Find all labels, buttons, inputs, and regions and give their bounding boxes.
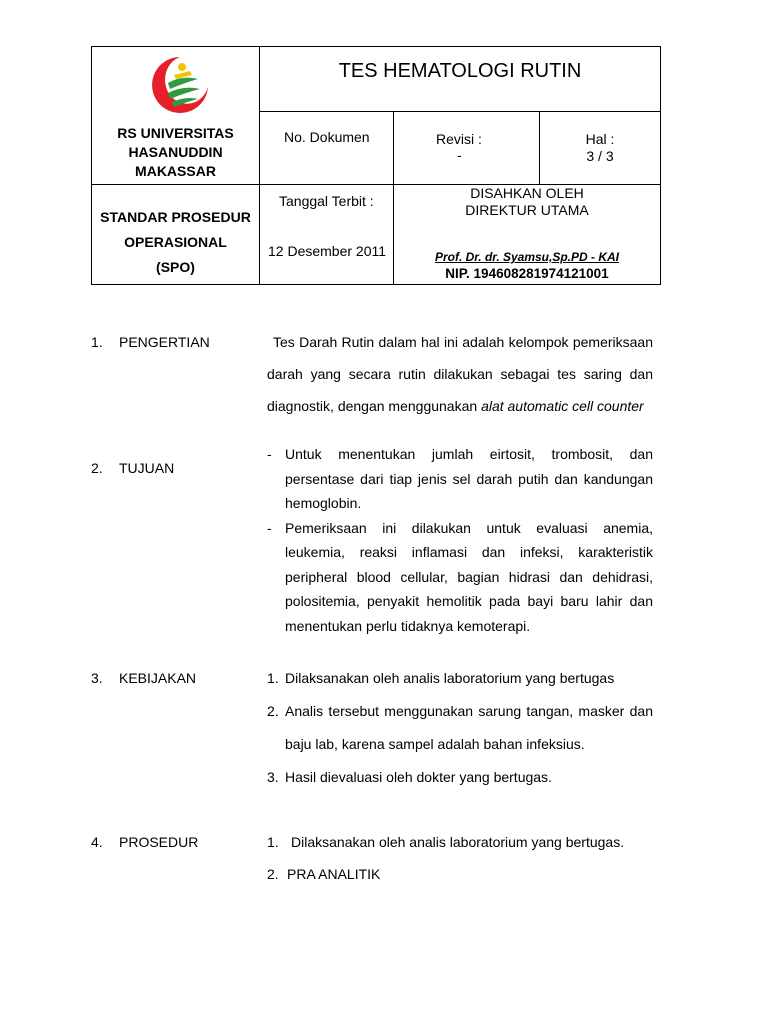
list-item-text: Analis tersebut menggunakan sarung tangan, masker dan baju lab, karena sampel adalah bahan infeksius.	[285, 703, 653, 752]
document-type-line: OPERASIONAL	[124, 234, 227, 250]
section-number: 4.	[91, 834, 103, 850]
list-item-text: Untuk menentukan jumlah eirtosit, trombosit, dan persentase dari tiap jenis sel darah putih dan kandungan hemoglobin.	[285, 446, 653, 511]
document-type	[92, 205, 259, 280]
approval-line: DIREKTUR UTAMA	[465, 202, 589, 218]
section-label: KEBIJAKAN	[119, 670, 197, 686]
hospital-logo-icon	[146, 53, 210, 117]
no-dokumen-label: No. Dokumen	[284, 129, 370, 145]
section-body	[267, 670, 653, 794]
institution-line: MAKASSAR	[135, 163, 216, 179]
section-number: 1.	[91, 334, 103, 350]
signer-nip: NIP. 194608281974121001	[445, 266, 609, 281]
list-item	[267, 442, 653, 516]
hal-value: 3 / 3	[586, 148, 614, 164]
approval-block	[394, 185, 660, 219]
section-label: TUJUAN	[119, 460, 175, 476]
list-item	[267, 866, 653, 883]
revisi-value: -	[457, 147, 462, 163]
list-item	[267, 516, 653, 639]
section-number: 3.	[91, 670, 103, 686]
section-body	[267, 834, 653, 883]
list-item-text: Dilaksanakan oleh analis laboratorium yang bertugas.	[291, 834, 625, 850]
list-number: 2.	[267, 866, 279, 882]
list-number: 3.	[267, 769, 279, 785]
section-label: PROSEDUR	[119, 834, 199, 850]
list-number: 2.	[267, 703, 279, 719]
list-item	[267, 834, 653, 851]
section-number: 2.	[91, 460, 103, 476]
section-label: PENGERTIAN	[119, 334, 210, 350]
body-text: Tes Darah Rutin dalam hal ini adalah kelompok pemeriksaan darah yang secara rutin dilakukan sebagai tes saring dan diagnostik, dengan menggunakan	[267, 334, 653, 414]
list-item	[267, 695, 653, 761]
body-text-italic: alat automatic cell counter	[481, 398, 644, 414]
revisi-label: Revisi :	[436, 131, 482, 147]
institution-line: HASANUDDIN	[128, 144, 223, 160]
list-number: 1.	[267, 670, 279, 686]
signer-name: Prof. Dr. dr. Syamsu,Sp.PD - KAI	[434, 250, 620, 264]
section-body	[267, 442, 653, 638]
hal-field	[540, 131, 660, 165]
institution-name	[92, 124, 259, 181]
document-header-table	[91, 46, 661, 285]
list-item-text: Dilaksanakan oleh analis laboratorium yang bertugas	[285, 670, 615, 686]
list-item-text: Pemeriksaan ini dilakukan untuk evaluasi anemia, leukemia, reaksi inflamasi dan infeksi, karakteristik peripheral blood cellular, bagian hidrasi dan dehidrasi, polositemia, penyakit hemolitik pada bayi baru lahir dan menentukan perlu tidaknya kemoterapi.	[285, 519, 653, 634]
hal-label: Hal :	[585, 131, 615, 147]
dash-bullet: -	[267, 446, 272, 462]
document-type-line: STANDAR PROSEDUR	[100, 209, 251, 225]
section-body	[267, 326, 653, 422]
document-type-line: (SPO)	[156, 259, 195, 275]
tanggal-terbit-value: 12 Desember 2011	[268, 243, 387, 259]
dash-bullet: -	[267, 519, 272, 536]
list-item	[267, 761, 653, 794]
approval-line: DISAHKAN OLEH	[470, 185, 584, 201]
divider	[260, 111, 660, 112]
tanggal-terbit-label: Tanggal Terbit :	[279, 193, 374, 209]
list-item	[267, 670, 653, 687]
list-item-text: PRA ANALITIK	[287, 866, 381, 882]
page-title: TES HEMATOLOGI RUTIN	[338, 60, 582, 82]
list-number: 1.	[267, 834, 279, 850]
list-item-text: Hasil dievaluasi oleh dokter yang bertugas.	[285, 769, 552, 785]
institution-line: RS UNIVERSITAS	[117, 125, 234, 141]
